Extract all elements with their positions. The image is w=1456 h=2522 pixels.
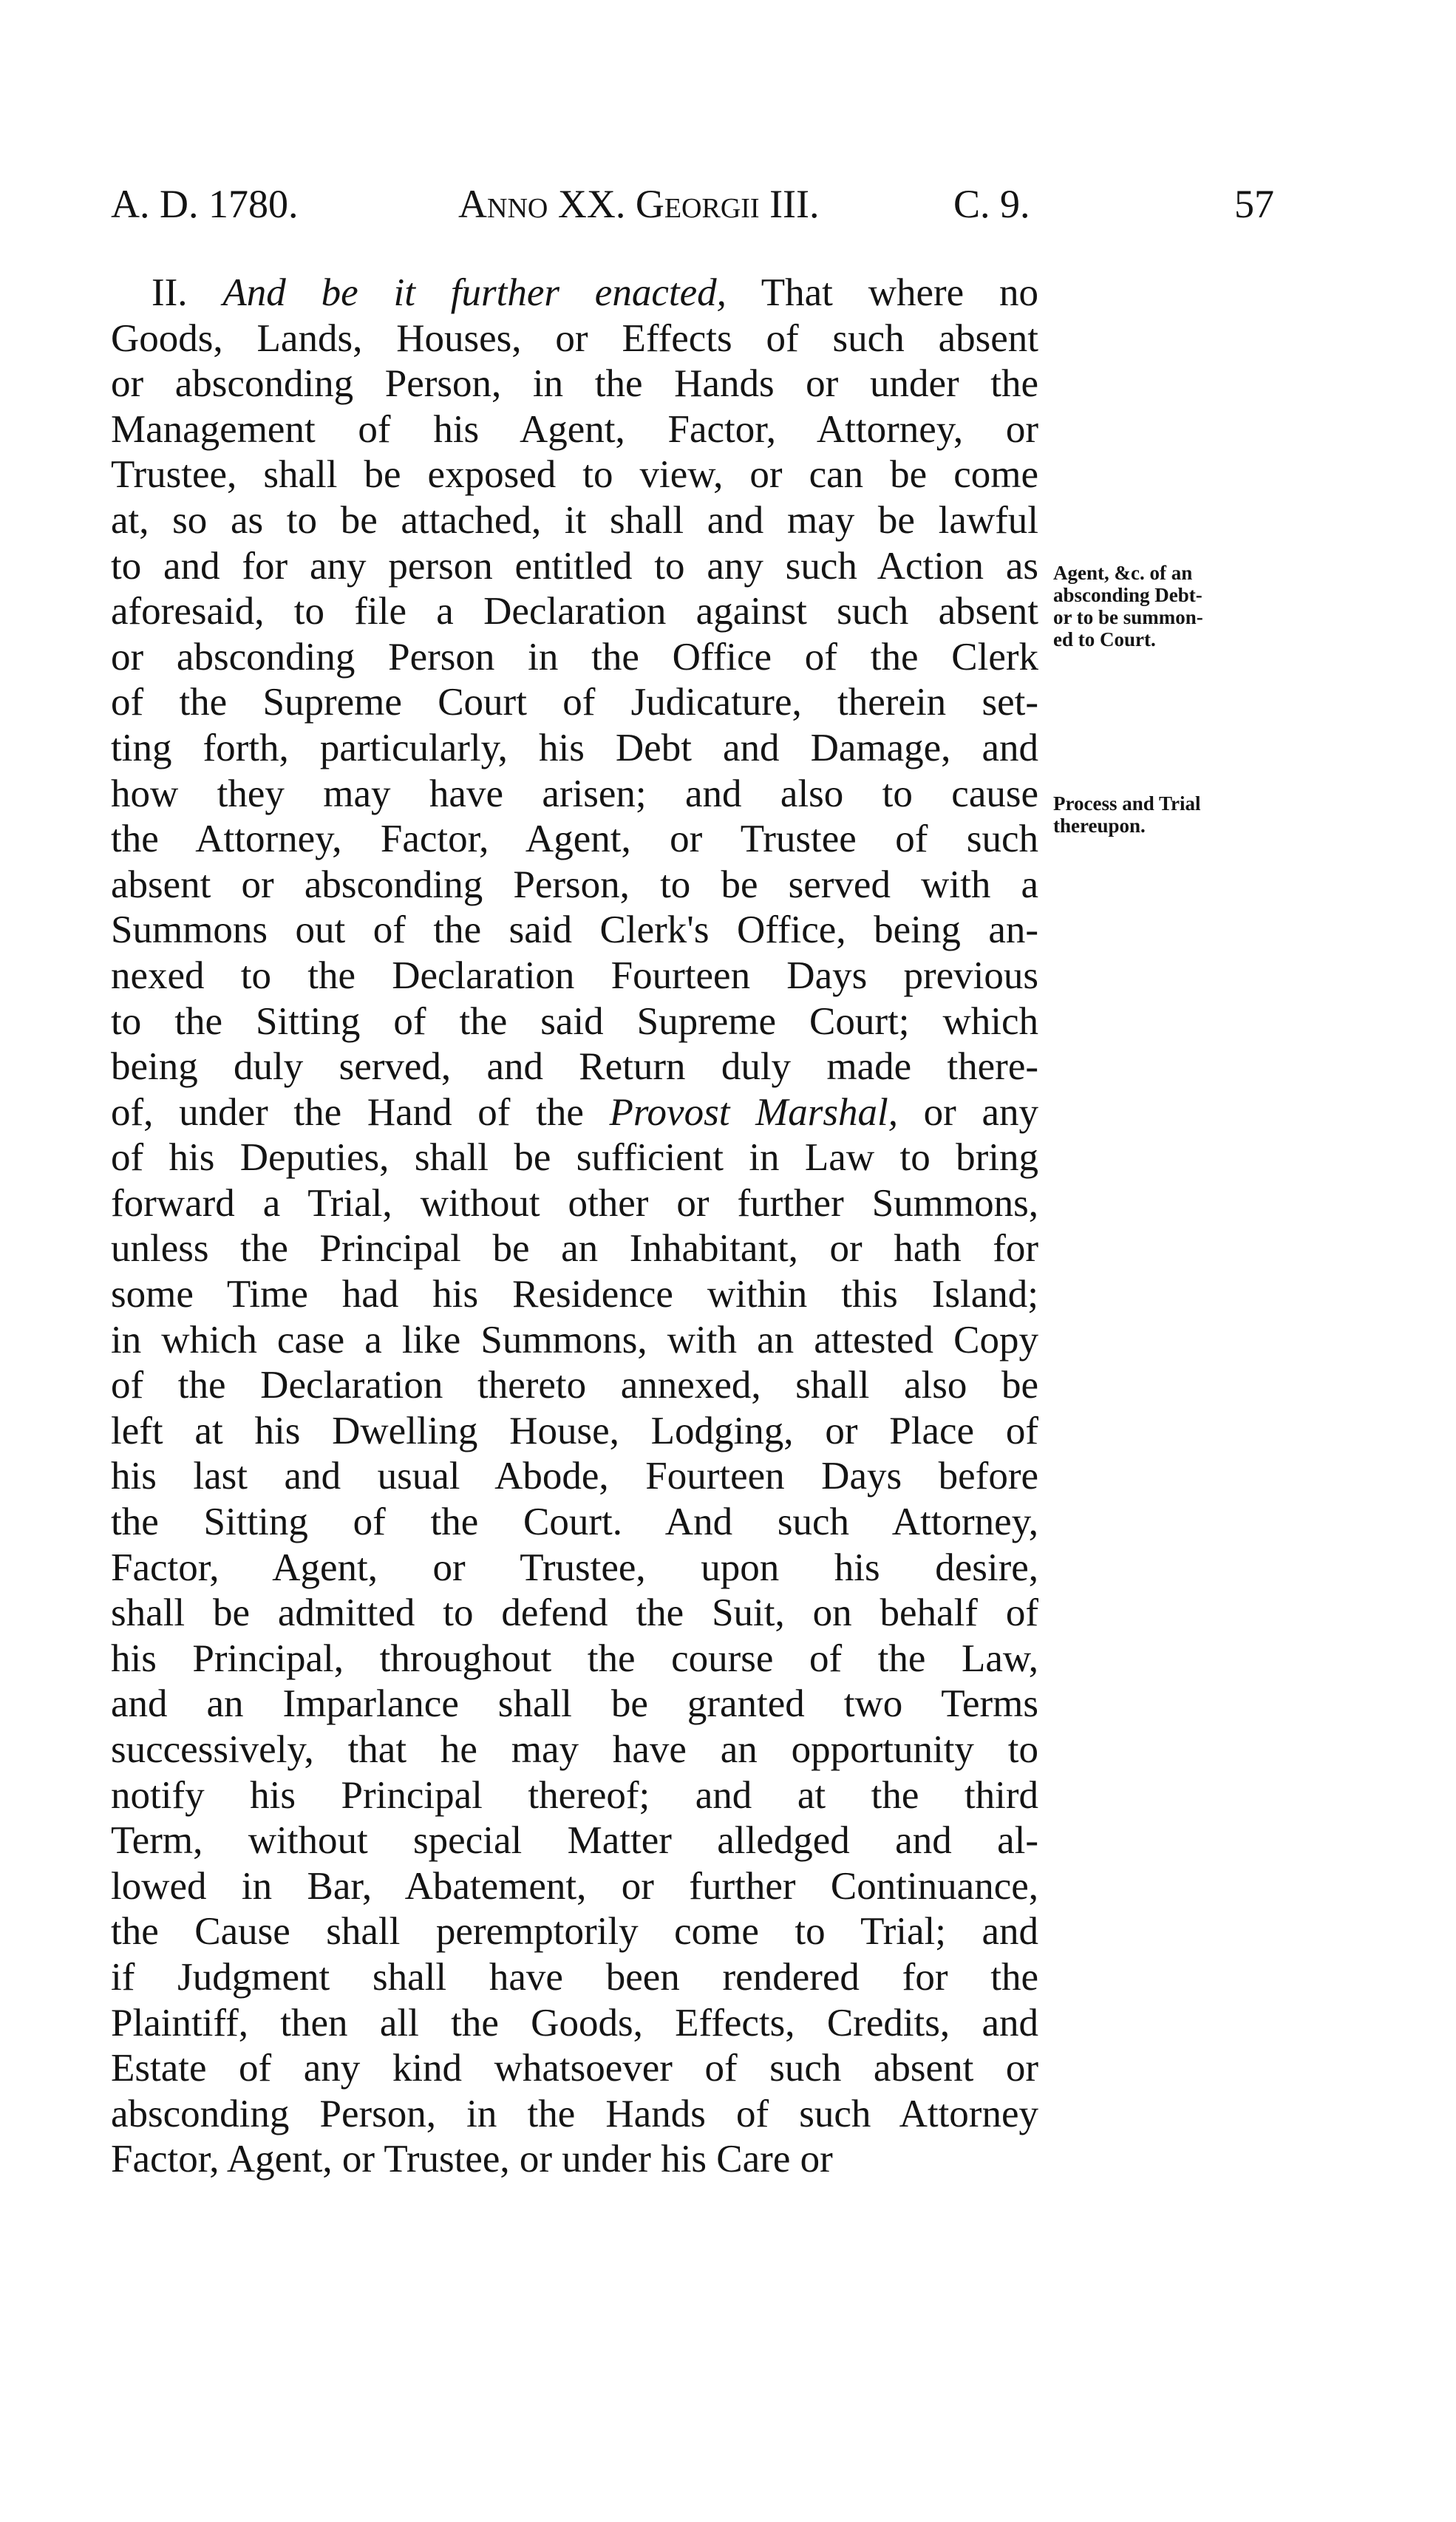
text-line: of, under the Hand of the Provost Marshal, or any (111, 1090, 1038, 1134)
text-line: his Principal, throughout the course of the Law, (111, 1636, 1038, 1680)
text-line: some Time had his Residence within this Island; (111, 1273, 1038, 1316)
text-line: absent or absconding Person, to be served with a (111, 863, 1038, 906)
header-year: A. D. 1780. (111, 182, 299, 226)
page-number: 57 (1234, 182, 1274, 226)
margin-note-process: Process and Trial thereupon. (1053, 792, 1201, 837)
text-line: Trustee, shall be exposed to view, or can be come (111, 453, 1038, 497)
text-line: Plaintiff, then all the Goods, Effects, Credits, and (111, 2001, 1038, 2045)
text-line: how they may have arisen; and also to cause (111, 772, 1038, 815)
text-line: notify his Principal thereof; and at the third (111, 1773, 1038, 1817)
header-title: Anno XX. Georgii III. (458, 182, 820, 226)
text-line: shall be admitted to defend the Suit, on behalf of (111, 1591, 1038, 1635)
text-line: successively, that he may have an opportunity to (111, 1728, 1038, 1771)
text-line: forward a Trial, without other or further Summons, (111, 1181, 1038, 1225)
text-line: Term, without special Matter alledged and al- (111, 1819, 1038, 1863)
text-line: to and for any person entitled to any such Action as (111, 544, 1038, 588)
text-line: the Cause shall peremptorily come to Trial; and (111, 1910, 1038, 1954)
text-line: at, so as to be attached, it shall and may be lawful (111, 498, 1038, 542)
enacting-phrase: And be it further enacted, (222, 271, 727, 314)
text-line: his last and usual Abode, Fourteen Days before (111, 1455, 1038, 1498)
text-line: the Attorney, Factor, Agent, or Trustee of such (111, 818, 1038, 861)
text-line: if Judgment shall have been rendered for the (111, 1955, 1038, 1999)
text-line: nexed to the Declaration Fourteen Days previous (111, 954, 1038, 997)
text-line: lowed in Bar, Abatement, or further Continuance, (111, 1864, 1038, 1908)
text-line: Summons out of the said Clerk's Office, being an- (111, 908, 1038, 952)
text-line: or absconding Person, in the Hands or under the (111, 362, 1038, 406)
text-line: Factor, Agent, or Trustee, or under his Care or (111, 2138, 833, 2181)
text-line: being duly served, and Return duly made there- (111, 1045, 1038, 1089)
header-chapter: C. 9. (953, 182, 1030, 226)
text-line: of the Declaration thereto annexed, shall also be (111, 1364, 1038, 1407)
margin-note-agent: Agent, &c. of an absconding Debt- or to be summon- ed to Court. (1053, 562, 1203, 650)
text-line: in which case a like Summons, with an attested Copy (111, 1318, 1038, 1362)
section-number: II. (152, 271, 188, 314)
text-line: of his Deputies, shall be sufficient in Law to bring (111, 1136, 1038, 1180)
section-text (111, 271, 1038, 2183)
text-line: ting forth, particularly, his Debt and Damage, and (111, 726, 1038, 769)
running-header (111, 174, 1308, 234)
text-line: and an Imparlance shall be granted two Terms (111, 1682, 1038, 1726)
text-line: Factor, Agent, or Trustee, upon his desire, (111, 1546, 1038, 1589)
text-line: Goods, Lands, Houses, or Effects of such absent (111, 316, 1038, 360)
text-line: Management of his Agent, Factor, Attorney, or (111, 407, 1038, 451)
provost-marshal: Provost Marshal, (609, 1090, 898, 1134)
text-line: left at his Dwelling House, Lodging, or Place of (111, 1409, 1038, 1452)
text-line: absconding Person, in the Hands of such Attorney (111, 2092, 1038, 2135)
text-line: unless the Principal be an Inhabitant, or hath for (111, 1227, 1038, 1271)
text-line: aforesaid, to file a Declaration against such absent (111, 590, 1038, 633)
text-line: or absconding Person in the Office of the Clerk (111, 635, 1038, 679)
text-line: II. And be it further enacted, That where no (152, 271, 1038, 314)
text-line: the Sitting of the Court. And such Attorney, (111, 1500, 1038, 1544)
text-line: to the Sitting of the said Supreme Court; which (111, 999, 1038, 1043)
text-line: of the Supreme Court of Judicature, therein set- (111, 681, 1038, 724)
text-line: Estate of any kind whatsoever of such absent or (111, 2047, 1038, 2090)
